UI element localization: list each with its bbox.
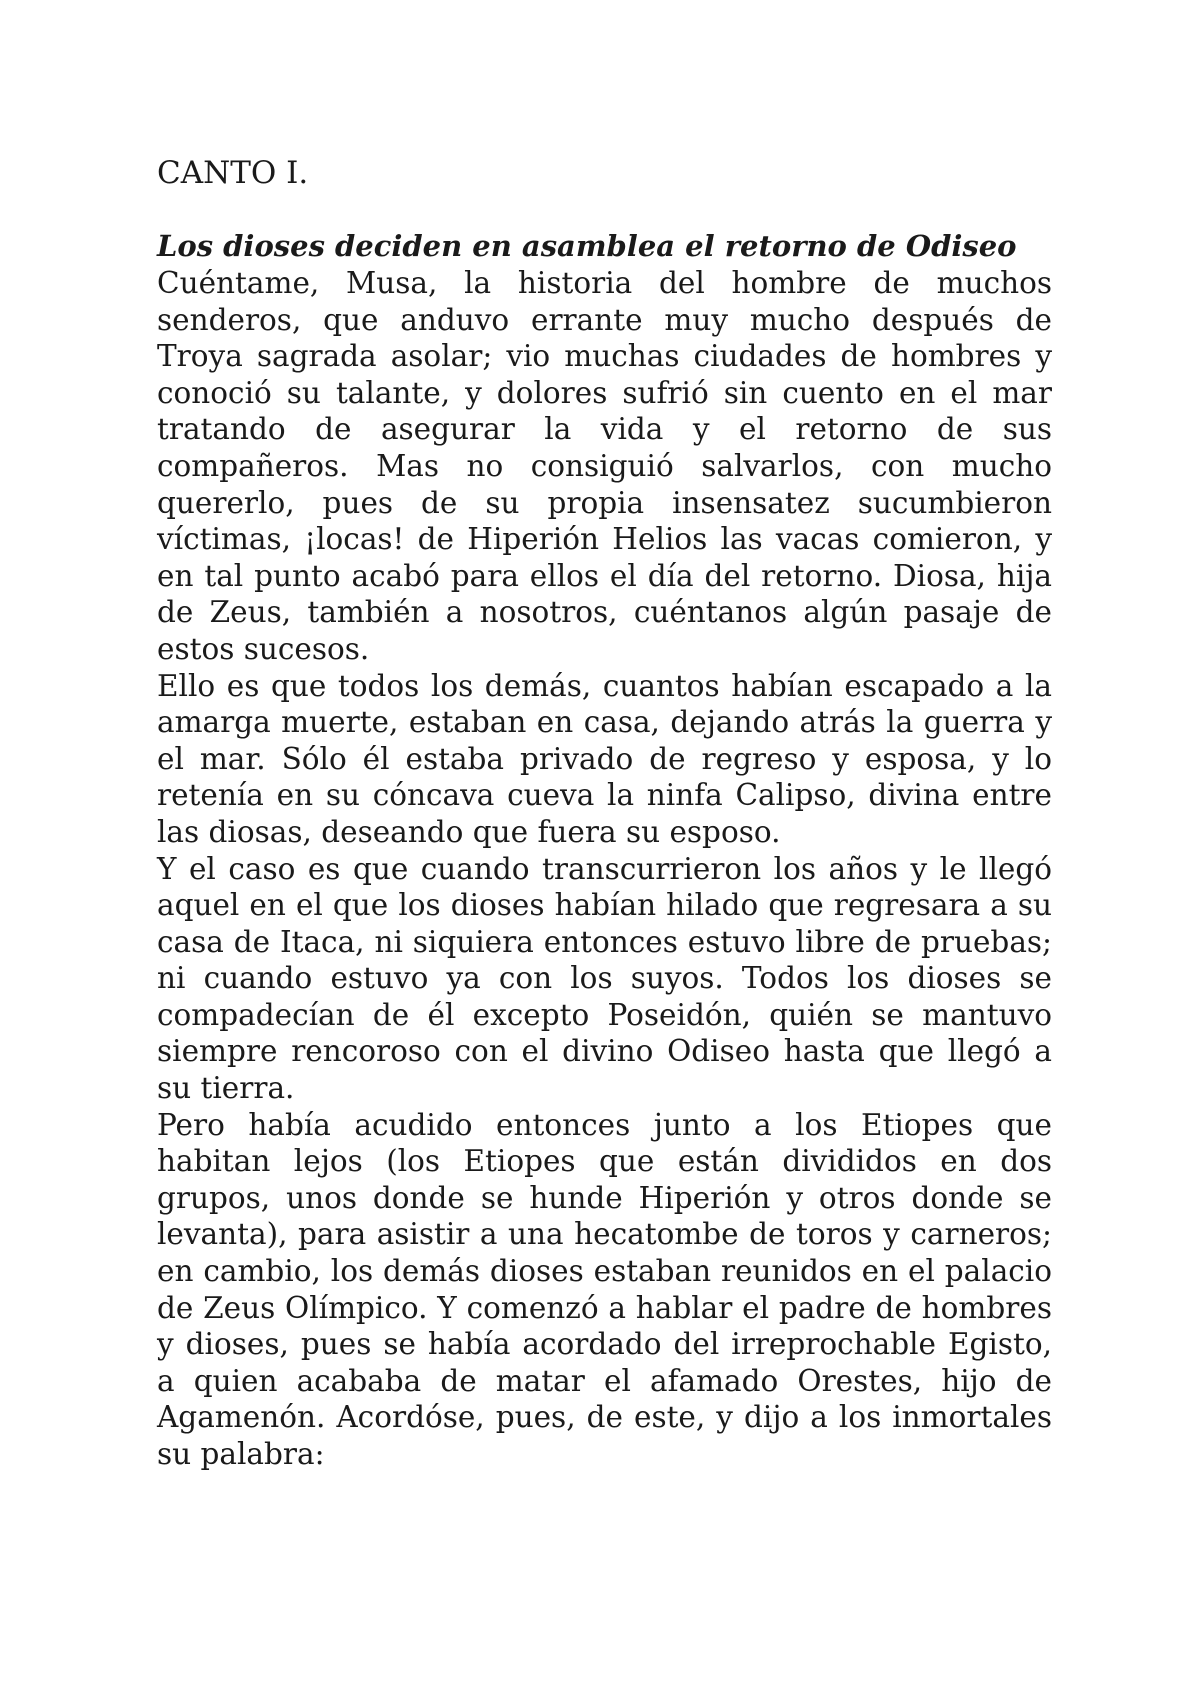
paragraph: Ello es que todos los demás, cuantos habían escapado a la amarga muerte, estaban en casa, dejando atrás la guerra y el mar. Sólo él estaba privado de regreso y esposa, y lo retenía en su cóncava cueva la ninfa Calipso, divina entre las diosas, deseando que fuera su esposo. — [157, 668, 1052, 849]
document-body — [157, 155, 1052, 1473]
paragraph: Y el caso es que cuando transcurrieron los años y le llegó aquel en el que los dioses habían hilado que regresara a su casa de Itaca, ni siquiera entonces estuvo libre de pruebas; ni cuando estuvo ya con los suyos. Todos los dioses se compadecían de él excepto Poseidón, quién se mantuvo siempre rencoroso con el divino Odiseo hasta que llegó a su tierra. — [157, 851, 1052, 1106]
paragraph: Cuéntame, Musa, la historia del hombre de muchos senderos, que anduvo errante muy mucho después de Troya sagrada asolar; vio muchas ciudades de hombres y conoció su talante, y dolores sufrió sin cuento en el mar tratando de asegurar la vida y el retorno de sus compañeros. Mas no consiguió salvarlos, con mucho quererlo, pues de su propia insensatez sucumbieron víctimas, ¡locas! de Hiperión Helios las vacas comieron, y en tal punto acabó para ellos el día del retorno. Diosa, hija de Zeus, también a nosotros, cuéntanos algún pasaje de estos sucesos. — [157, 266, 1052, 666]
chapter-subtitle: Los dioses deciden en asamblea el retorno de Odiseo — [157, 229, 1017, 263]
chapter-heading: CANTO I. — [157, 155, 309, 191]
paragraph: Pero había acudido entonces junto a los Etiopes que habitan lejos (los Etiopes que están divididos en dos grupos, unos donde se hunde Hiperión y otros donde se levanta), para asistir a una hecatombe de toros y carneros; en cambio, los demás dioses estaban reunidos en el palacio de Zeus Olímpico. Y comenzó a hablar el padre de hombres y dioses, pues se había acordado del irreprochable Egisto, a quien acababa de matar el afamado Orestes, hijo de Agamenón. Acordóse, pues, de este, y dijo a los inmortales su palabra: — [157, 1107, 1052, 1471]
